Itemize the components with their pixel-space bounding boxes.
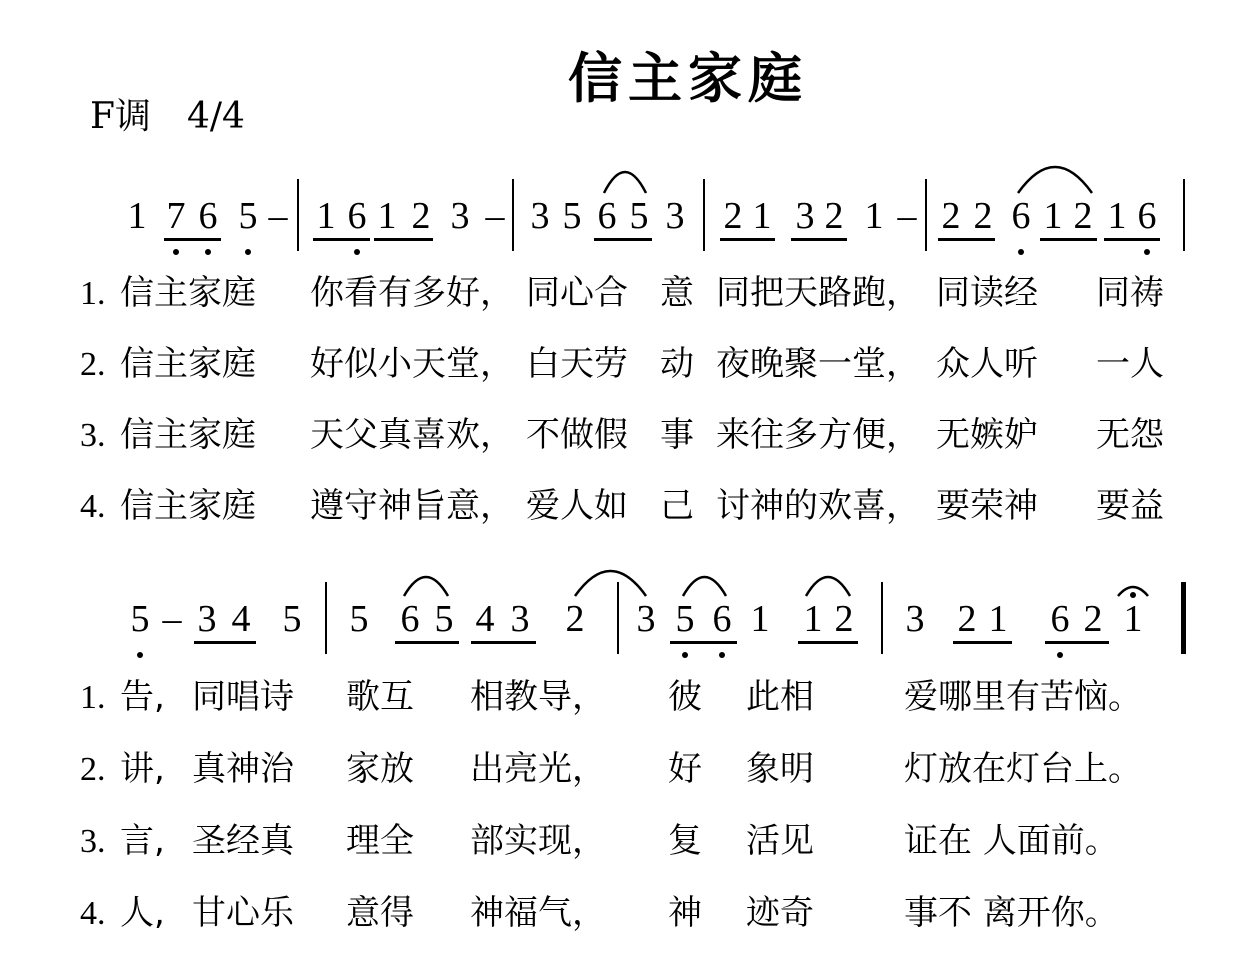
note: 1	[864, 195, 884, 237]
lyric-segment: 讨神的欢喜，	[716, 486, 920, 526]
lyric-segment: 此相	[746, 677, 814, 717]
lyric-line	[80, 677, 1200, 717]
note: 5	[282, 598, 302, 640]
note: 6	[597, 195, 617, 237]
note: 1	[1123, 598, 1143, 640]
lyric-segment: 理全	[346, 821, 414, 861]
note: 1	[1107, 195, 1127, 237]
note: 2	[824, 195, 844, 237]
note: 7	[166, 195, 186, 237]
note: 2	[411, 195, 431, 237]
song-title: 信主家庭	[568, 47, 808, 110]
note: 2	[1083, 598, 1103, 640]
slur	[683, 577, 726, 596]
lyric-segment: 要益	[1096, 486, 1164, 526]
note: 2	[973, 195, 993, 237]
slur	[575, 571, 646, 596]
lyric-segment: 好	[668, 749, 702, 789]
note: 3	[795, 195, 815, 237]
note: 2	[834, 598, 854, 640]
note: 1	[377, 195, 397, 237]
lyric-segment: 爱人如	[526, 486, 628, 526]
lyric-segment: 甘心乐	[192, 893, 294, 933]
lyric-segment: 象明	[746, 749, 814, 789]
lyric-segment: 神福气，	[470, 893, 606, 933]
lyric-segment: 神	[668, 893, 702, 933]
note: 1	[1043, 195, 1063, 237]
note: 1	[750, 598, 770, 640]
note: 5	[629, 195, 649, 237]
lyric-segment: 迹奇	[746, 893, 814, 933]
verse-number: 4.	[80, 488, 106, 525]
note: 2	[957, 598, 977, 640]
lyric-segment: 白天劳	[526, 344, 628, 384]
note: 1	[752, 195, 772, 237]
note: 5	[349, 598, 369, 640]
note: 3	[510, 598, 530, 640]
lyric-segment: 众人听	[936, 344, 1038, 384]
lyric-segment: 活见	[746, 821, 814, 861]
note: 6	[1137, 195, 1157, 237]
lyric-segment: 彼	[668, 677, 702, 717]
time-signature: 4/4	[186, 96, 245, 137]
note: –	[897, 195, 917, 237]
lyric-segment: 夜晚聚一堂，	[716, 344, 920, 384]
note: 2	[565, 598, 585, 640]
note: 2	[1073, 195, 1093, 237]
note: 5	[675, 598, 695, 640]
note: 6	[198, 195, 218, 237]
note: 5	[562, 195, 582, 237]
verse-number: 3.	[80, 823, 106, 860]
lyric-segment: 歌互	[346, 677, 414, 717]
note: 4	[231, 598, 251, 640]
note: 3	[530, 195, 550, 237]
lyric-segment: 告,	[120, 677, 165, 717]
lyric-segment: 真神治	[192, 749, 294, 789]
note: 3	[197, 598, 217, 640]
note: 3	[665, 195, 685, 237]
lyric-segment: 复	[668, 821, 702, 861]
lyric-segment: 同祷	[1096, 273, 1164, 313]
note: 1	[988, 598, 1008, 640]
verse-number: 2.	[80, 346, 106, 383]
note: 1	[803, 598, 823, 640]
note: 3	[450, 195, 470, 237]
lyric-segment: 遵守神旨意，	[310, 486, 514, 526]
lyric-segment: 不做假	[526, 415, 628, 455]
lyric-segment: 人,	[120, 893, 165, 933]
lyric-segment: 部实现，	[470, 821, 606, 861]
lyric-segment: 动	[660, 344, 694, 384]
note: 2	[941, 195, 961, 237]
lyric-line	[80, 821, 1200, 861]
lyric-segment: 家放	[346, 749, 414, 789]
lyric-segment: 出亮光，	[470, 749, 606, 789]
note: –	[268, 195, 288, 237]
note: 4	[475, 598, 495, 640]
lyric-segment: 意得	[346, 893, 414, 933]
note: 5	[238, 195, 258, 237]
lyric-segment: 灯放在灯台上。	[904, 749, 1142, 789]
lyric-line	[80, 749, 1200, 789]
lyric-segment: 言,	[120, 821, 165, 861]
lyric-segment: 同读经	[936, 273, 1038, 313]
lyric-segment: 己	[660, 486, 694, 526]
lyric-segment: 相教导，	[470, 677, 606, 717]
note: 5	[434, 598, 454, 640]
lyric-segment: 圣经真	[192, 821, 294, 861]
note: 6	[1011, 195, 1031, 237]
slur	[806, 577, 850, 596]
lyric-segment: 好似小天堂，	[310, 344, 514, 384]
verse-number: 2.	[80, 751, 106, 788]
lyric-segment: 事不 离开你。	[904, 893, 1119, 933]
verse-number: 4.	[80, 895, 106, 932]
note: 2	[723, 195, 743, 237]
verse-number: 1.	[80, 275, 106, 312]
lyric-segment: 意	[660, 273, 694, 313]
note: 3	[905, 598, 925, 640]
lyric-segment: 信主家庭	[120, 415, 256, 455]
lyric-segment: 天父真喜欢，	[310, 415, 514, 455]
lyric-segment: 无怨	[1096, 415, 1164, 455]
note: 6	[347, 195, 367, 237]
slur	[404, 577, 448, 596]
verse-number: 3.	[80, 417, 106, 454]
note: 1	[127, 195, 147, 237]
key-label: F调	[90, 96, 151, 137]
slur	[1118, 587, 1148, 596]
lyric-segment: 无嫉妒	[936, 415, 1038, 455]
verse-number: 1.	[80, 679, 106, 716]
note: –	[485, 195, 505, 237]
note: 5	[130, 598, 150, 640]
lyric-segment: 你看有多好，	[310, 273, 514, 313]
lyric-segment: 一人	[1096, 344, 1164, 384]
note: 3	[636, 598, 656, 640]
lyric-segment: 同唱诗	[192, 677, 294, 717]
note: 1	[316, 195, 336, 237]
note: 6	[712, 598, 732, 640]
lyric-segment: 爱哪里有苦恼。	[904, 677, 1142, 717]
note: 6	[1050, 598, 1070, 640]
lyric-segment: 证在 人面前。	[904, 821, 1119, 861]
lyric-line	[80, 893, 1200, 933]
lyric-segment: 信主家庭	[120, 273, 256, 313]
lyric-segment: 讲,	[120, 749, 165, 789]
lyric-segment: 要荣神	[936, 486, 1038, 526]
lyric-segment: 信主家庭	[120, 344, 256, 384]
lyric-segment: 信主家庭	[120, 486, 256, 526]
lyric-segment: 同把天路跑，	[716, 273, 920, 313]
lyric-segment: 来往多方便，	[716, 415, 920, 455]
note: –	[162, 598, 182, 640]
lyric-segment: 事	[660, 415, 694, 455]
note: 6	[400, 598, 420, 640]
lyric-segment: 同心合	[526, 273, 628, 313]
